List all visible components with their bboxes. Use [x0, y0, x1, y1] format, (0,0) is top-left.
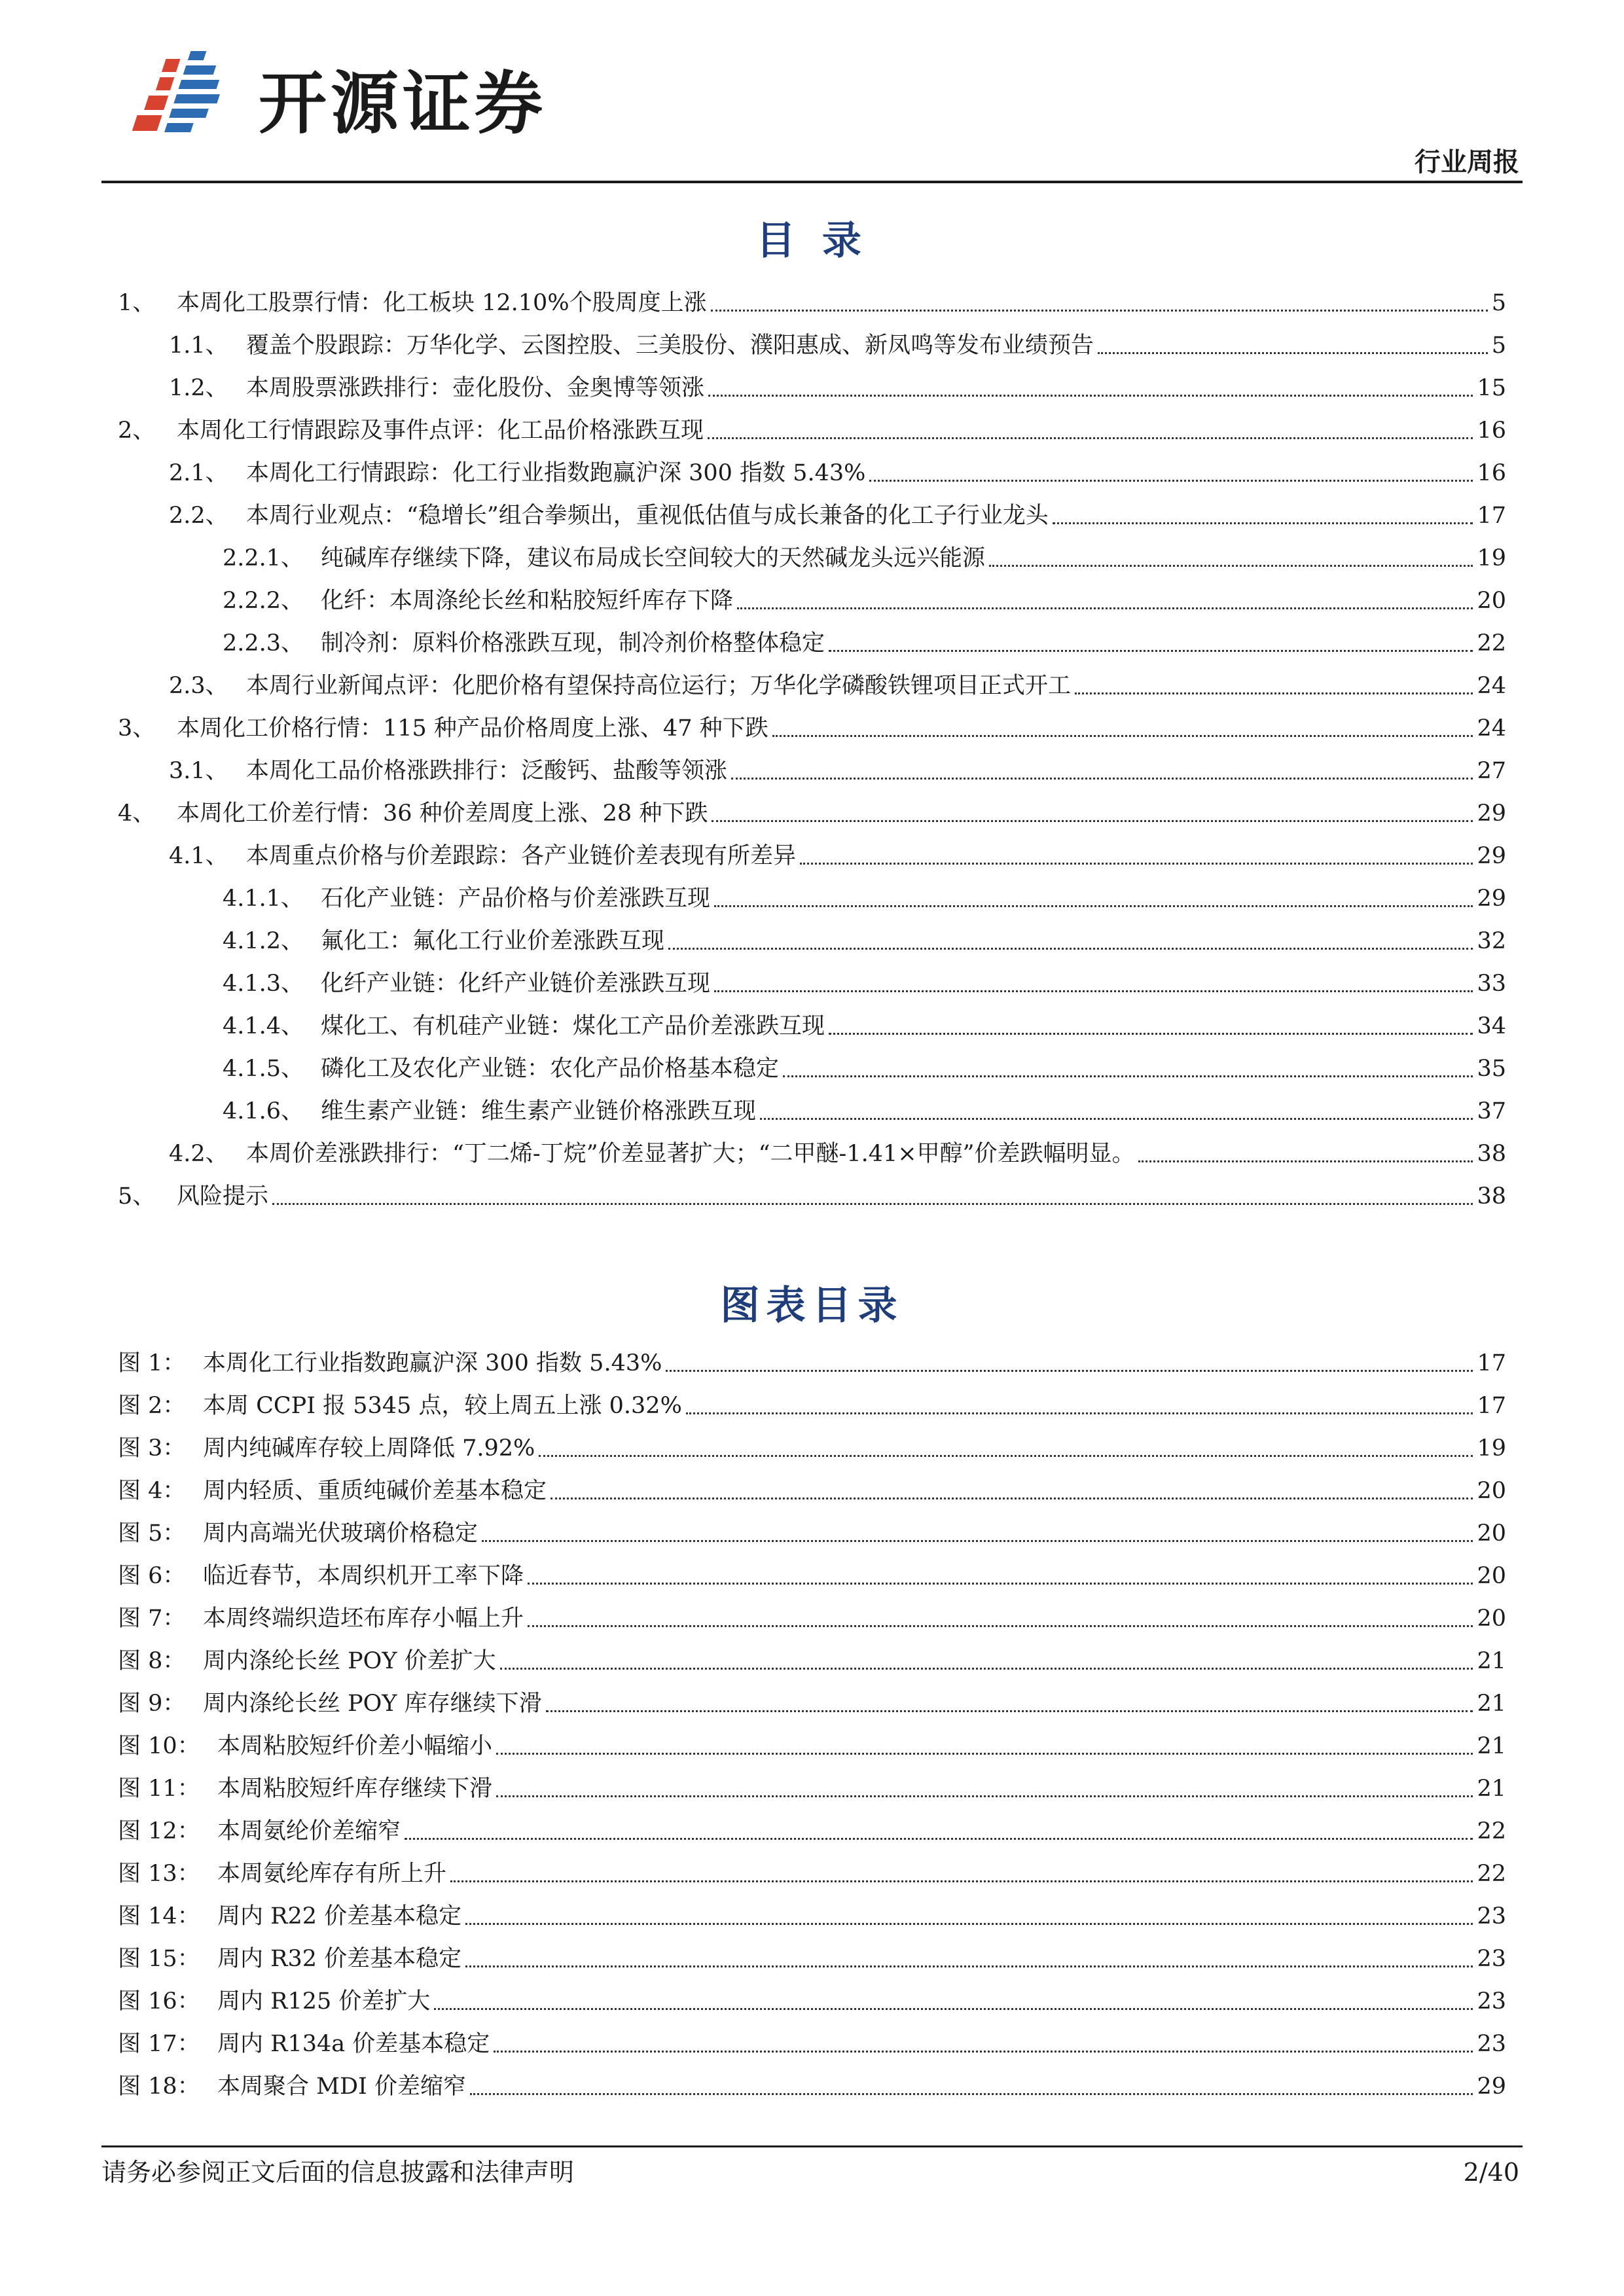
toc-entry-page: 35 — [1477, 1056, 1506, 1082]
dot-leader — [708, 395, 1473, 397]
toc-entry-title: 煤化工、有机硅产业链：煤化工产品价差涨跌互现 — [321, 1013, 825, 1039]
toc-entry[interactable] — [169, 1138, 1506, 1170]
header-rule — [101, 181, 1523, 183]
toc-entry-number: 4.1.2、 — [223, 928, 304, 954]
dot-leader — [714, 905, 1473, 907]
figure-entry-page: 21 — [1477, 1776, 1506, 1802]
figure-entry-page: 20 — [1477, 1478, 1506, 1504]
page-number: 2/40 — [1463, 2158, 1519, 2187]
toc-entry-page: 5 — [1491, 290, 1506, 316]
dot-leader — [989, 565, 1473, 567]
toc-entry-page: 29 — [1477, 843, 1506, 869]
toc-entry-title: 维生素产业链：维生素产业链价格涨跌互现 — [321, 1098, 757, 1124]
figure-entry-number: 图 15： — [118, 1946, 200, 1972]
dot-leader — [528, 1583, 1473, 1585]
figure-entry-title: 周内涤纶长丝 POY 价差扩大 — [203, 1648, 496, 1674]
toc-entry-page: 38 — [1477, 1183, 1506, 1210]
figure-entry-page: 20 — [1477, 1520, 1506, 1547]
figure-entry-page: 29 — [1477, 2073, 1506, 2100]
toc-entry-number: 5、 — [118, 1183, 156, 1210]
footer-rule — [101, 2145, 1523, 2147]
dot-leader — [760, 1118, 1473, 1120]
figure-entry-number: 图 3： — [118, 1435, 186, 1462]
toc-entry-number: 4.1.1、 — [223, 886, 304, 912]
toc-entry-page: 19 — [1477, 545, 1506, 571]
doc-type-label: 行业周报 — [1415, 147, 1519, 177]
figure-entry-title: 临近春节，本周织机开工率下降 — [203, 1563, 524, 1589]
figures-heading: 图表目录 — [720, 1283, 904, 1329]
toc-entry-title: 本周价差涨跌排行：“丁二烯-丁烷”价差显著扩大；“二甲醚-1.41×甲醇”价差跌幅明显。 — [246, 1141, 1135, 1167]
figure-entry-title: 本周终端织造坯布库存小幅上升 — [203, 1605, 524, 1632]
toc-entry-number: 2.2.2、 — [223, 588, 304, 614]
figure-entry[interactable] — [118, 2028, 1506, 2060]
figure-entry-number: 图 10： — [118, 1733, 200, 1759]
toc-entry[interactable] — [169, 372, 1506, 404]
toc-heading: 目 录 — [756, 218, 868, 264]
toc-entry-page: 33 — [1477, 971, 1506, 997]
toc-entry[interactable] — [118, 287, 1506, 319]
toc-entry[interactable] — [169, 670, 1506, 702]
toc-entry-title: 制冷剂：原料价格涨跌互现，制冷剂价格整体稳定 — [321, 630, 825, 656]
brand-name: 开源证券 — [259, 63, 547, 143]
toc-entry-number: 2、 — [118, 418, 156, 444]
figure-entry[interactable] — [118, 1390, 1506, 1422]
toc-entry[interactable] — [169, 840, 1506, 872]
figure-entry[interactable] — [118, 1985, 1506, 2018]
dot-leader — [496, 1753, 1473, 1755]
figure-entry-title: 本周粘胶短纤库存继续下滑 — [217, 1776, 493, 1802]
toc-entry-title: 本周化工行情跟踪及事件点评：化工品价格涨跌互现 — [177, 418, 704, 444]
dot-leader — [470, 2093, 1473, 2095]
toc-entry[interactable] — [169, 499, 1506, 532]
figure-entry-page: 23 — [1477, 2031, 1506, 2057]
figure-entry-number: 图 13： — [118, 1861, 200, 1887]
figure-entry-number: 图 14： — [118, 1903, 200, 1929]
figure-entry-number: 图 11： — [118, 1776, 200, 1802]
figure-entry-title: 周内轻质、重质纯碱价差基本稳定 — [203, 1478, 547, 1504]
dot-leader — [708, 437, 1473, 439]
toc-entry-title: 本周行业观点：“稳增长”组合拳频出，重视低估值与成长兼备的化工子行业龙头 — [246, 503, 1049, 529]
figure-entry-title: 周内涤纶长丝 POY 库存继续下滑 — [203, 1691, 542, 1717]
dot-leader — [869, 480, 1473, 482]
toc-entry-title: 覆盖个股跟踪：万华化学、云图控股、三美股份、濮阳惠成、新凤鸣等发布业绩预告 — [246, 332, 1094, 359]
figure-entry-page: 17 — [1477, 1350, 1506, 1376]
figure-entry-page: 19 — [1477, 1435, 1506, 1462]
figure-entry[interactable] — [118, 1347, 1506, 1380]
figure-entry[interactable] — [118, 1943, 1506, 1975]
toc-entry-page: 5 — [1491, 332, 1506, 359]
figure-entry-title: 周内纯碱库存较上周降低 7.92% — [203, 1435, 535, 1462]
toc-entry-page: 17 — [1477, 503, 1506, 529]
figure-entry[interactable] — [118, 1772, 1506, 1805]
figure-entry-number: 图 18： — [118, 2073, 200, 2100]
toc-entry-title: 本周重点价格与价差跟踪：各产业链价差表现有所差异 — [246, 843, 797, 869]
figure-entry-number: 图 4： — [118, 1478, 186, 1504]
toc-entry[interactable] — [118, 712, 1506, 745]
toc-entry-number: 4.1.6、 — [223, 1098, 304, 1124]
toc-entry-page: 16 — [1477, 418, 1506, 444]
toc-entry-title: 化纤产业链：化纤产业链价差涨跌互现 — [321, 971, 711, 997]
figure-entry-page: 21 — [1477, 1691, 1506, 1717]
dot-leader — [550, 1498, 1473, 1499]
dot-leader — [668, 948, 1473, 950]
toc-entry[interactable] — [169, 329, 1506, 362]
dot-leader — [465, 1923, 1473, 1925]
figure-entry-page: 20 — [1477, 1563, 1506, 1589]
toc-entry-title: 本周化工行情跟踪：化工行业指数跑赢沪深 300 指数 5.43% — [246, 460, 866, 486]
figure-entry-page: 23 — [1477, 1946, 1506, 1972]
figure-entry[interactable] — [118, 1687, 1506, 1720]
dot-leader — [1098, 352, 1488, 354]
toc-entry[interactable] — [223, 1052, 1506, 1085]
dot-leader — [465, 1965, 1473, 1967]
dot-leader — [731, 778, 1473, 780]
toc-entry[interactable] — [118, 414, 1506, 447]
figure-entry-page: 22 — [1477, 1861, 1506, 1887]
toc-entry[interactable] — [223, 967, 1506, 1000]
dot-leader — [496, 1795, 1473, 1797]
figure-entry-number: 图 12： — [118, 1818, 200, 1844]
figure-entry-title: 本周聚合 MDI 价差缩窄 — [217, 2073, 466, 2100]
figure-entry-title: 周内 R32 价差基本稳定 — [217, 1946, 462, 1972]
figure-entry-number: 图 1： — [118, 1350, 186, 1376]
toc-entry-title: 本周股票涨跌排行：壶化股份、金奥博等领涨 — [246, 375, 705, 401]
dot-leader — [829, 1033, 1473, 1035]
toc-entry-title: 纯碱库存继续下降，建议布局成长空间较大的天然碱龙头远兴能源 — [321, 545, 986, 571]
dot-leader — [783, 1075, 1473, 1077]
toc-entry[interactable] — [118, 1180, 1506, 1213]
figure-entry[interactable] — [118, 1560, 1506, 1592]
toc-entry-number: 1.2、 — [169, 375, 228, 401]
toc-entry-number: 2.2、 — [169, 503, 228, 529]
dot-leader — [737, 607, 1473, 609]
toc-entry-page: 32 — [1477, 928, 1506, 954]
figure-entry-title: 周内 R134a 价差基本稳定 — [217, 2031, 490, 2057]
figure-entry-page: 23 — [1477, 1903, 1506, 1929]
dot-leader — [539, 1455, 1473, 1457]
figure-entry-page: 22 — [1477, 1818, 1506, 1844]
figure-entry[interactable] — [118, 1645, 1506, 1677]
toc-entry-page: 29 — [1477, 800, 1506, 827]
toc-entry-page: 24 — [1477, 673, 1506, 699]
toc-entry-number: 2.2.3、 — [223, 630, 304, 656]
dot-leader — [829, 650, 1473, 652]
figure-entry-number: 图 2： — [118, 1393, 186, 1419]
toc-entry[interactable] — [223, 542, 1506, 575]
toc-entry[interactable] — [169, 457, 1506, 490]
figure-entry-page: 23 — [1477, 1988, 1506, 2015]
toc-entry-title: 磷化工及农化产业链：农化产品价格基本稳定 — [321, 1056, 780, 1082]
kaiyuan-securities-logo-icon — [131, 46, 242, 151]
figure-entry[interactable] — [118, 1730, 1506, 1763]
figure-entry-number: 图 6： — [118, 1563, 186, 1589]
figure-entry-number: 图 16： — [118, 1988, 200, 2015]
dot-leader — [714, 990, 1473, 992]
dot-leader — [1075, 692, 1473, 694]
toc-entry-title: 石化产业链：产品价格与价差涨跌互现 — [321, 886, 711, 912]
toc-entry-title: 本周行业新闻点评：化肥价格有望保持高位运行；万华化学磷酸铁锂项目正式开工 — [246, 673, 1072, 699]
toc-entry-number: 4、 — [118, 800, 156, 827]
toc-entry-page: 15 — [1477, 375, 1506, 401]
figure-entry-title: 本周氨纶库存有所上升 — [217, 1861, 447, 1887]
toc-entry-page: 29 — [1477, 886, 1506, 912]
toc-entry-title: 本周化工股票行情：化工板块 12.10%个股周度上涨 — [177, 290, 707, 316]
toc-entry[interactable] — [169, 755, 1506, 787]
toc-entry-number: 3.1、 — [169, 758, 228, 784]
figure-entry[interactable] — [118, 1475, 1506, 1507]
dot-leader — [450, 1880, 1473, 1882]
figure-entry-title: 本周化工行业指数跑赢沪深 300 指数 5.43% — [203, 1350, 662, 1376]
toc-entry-number: 4.1.3、 — [223, 971, 304, 997]
dot-leader — [1053, 522, 1473, 524]
dot-leader — [528, 1625, 1473, 1627]
dot-leader — [711, 310, 1488, 312]
dot-leader — [686, 1412, 1473, 1414]
figure-entry-title: 周内 R22 价差基本稳定 — [217, 1903, 462, 1929]
toc-entry[interactable] — [223, 584, 1506, 617]
figure-entry-title: 本周 CCPI 报 5345 点，较上周五上涨 0.32% — [203, 1393, 682, 1419]
toc-entry-number: 4.1.5、 — [223, 1056, 304, 1082]
figure-entry-title: 本周氨纶价差缩窄 — [217, 1818, 401, 1844]
dot-leader — [272, 1203, 1473, 1205]
toc-entry-page: 22 — [1477, 630, 1506, 656]
figure-entry-number: 图 7： — [118, 1605, 186, 1632]
toc-entry-number: 1、 — [118, 290, 156, 316]
figure-entry-title: 周内高端光伏玻璃价格稳定 — [203, 1520, 478, 1547]
toc-entry-page: 38 — [1477, 1141, 1506, 1167]
dot-leader — [712, 820, 1473, 822]
toc-entry-title: 风险提示 — [177, 1183, 269, 1210]
toc-entry-title: 本周化工品价格涨跌排行：泛酸钙、盐酸等领涨 — [246, 758, 728, 784]
figure-entry-title: 周内 R125 价差扩大 — [217, 1988, 431, 2015]
dot-leader — [1138, 1160, 1473, 1162]
disclaimer-note: 请务必参阅正文后面的信息披露和法律声明 — [101, 2158, 575, 2187]
toc-entry-number: 2.2.1、 — [223, 545, 304, 571]
figure-entry[interactable] — [118, 1815, 1506, 1848]
toc-entry-title: 本周化工价差行情：36 种价差周度上涨、28 种下跌 — [177, 800, 708, 827]
dot-leader — [500, 1668, 1473, 1670]
figure-entry[interactable] — [118, 1857, 1506, 1890]
figure-entry-page: 17 — [1477, 1393, 1506, 1419]
dot-leader — [772, 735, 1473, 737]
dot-leader — [546, 1710, 1473, 1712]
toc-entry-number: 4.1、 — [169, 843, 228, 869]
figure-entry-page: 21 — [1477, 1733, 1506, 1759]
toc-entry[interactable] — [118, 797, 1506, 830]
toc-entry-title: 氟化工：氟化工行业价差涨跌互现 — [321, 928, 665, 954]
toc-entry-page: 34 — [1477, 1013, 1506, 1039]
toc-entry-page: 20 — [1477, 588, 1506, 614]
toc-entry-number: 1.1、 — [169, 332, 228, 359]
figure-entry[interactable] — [118, 1602, 1506, 1635]
figure-entry-number: 图 8： — [118, 1648, 186, 1674]
figure-entry[interactable] — [118, 2070, 1506, 2103]
dot-leader — [405, 1838, 1473, 1840]
toc-entry-number: 4.2、 — [169, 1141, 228, 1167]
dot-leader — [494, 2051, 1473, 2053]
toc-entry-page: 27 — [1477, 758, 1506, 784]
dot-leader — [434, 2008, 1473, 2010]
figure-entry-title: 本周粘胶短纤价差小幅缩小 — [217, 1733, 493, 1759]
figure-entry-number: 图 17： — [118, 2031, 200, 2057]
toc-entry-page: 16 — [1477, 460, 1506, 486]
toc-entry[interactable] — [223, 1095, 1506, 1128]
figure-entry-page: 21 — [1477, 1648, 1506, 1674]
toc-entry[interactable] — [223, 882, 1506, 915]
figure-entry[interactable] — [118, 1900, 1506, 1933]
toc-entry-page: 37 — [1477, 1098, 1506, 1124]
figure-entry-page: 20 — [1477, 1605, 1506, 1632]
toc-entry-number: 2.1、 — [169, 460, 228, 486]
toc-entry[interactable] — [223, 627, 1506, 660]
dot-leader — [666, 1370, 1473, 1372]
figure-entry-number: 图 5： — [118, 1520, 186, 1547]
toc-entry-number: 3、 — [118, 715, 156, 742]
toc-entry-number: 2.3、 — [169, 673, 228, 699]
toc-entry-title: 本周化工价格行情：115 种产品价格周度上涨、47 种下跌 — [177, 715, 768, 742]
toc-entry[interactable] — [223, 925, 1506, 958]
toc-entry-page: 24 — [1477, 715, 1506, 742]
toc-entry-title: 化纤：本周涤纶长丝和粘胶短纤库存下降 — [321, 588, 734, 614]
toc-entry-number: 4.1.4、 — [223, 1013, 304, 1039]
toc-entry[interactable] — [223, 1010, 1506, 1043]
figure-entry-number: 图 9： — [118, 1691, 186, 1717]
dot-leader — [482, 1540, 1473, 1542]
figure-entry[interactable] — [118, 1517, 1506, 1550]
dot-leader — [800, 863, 1473, 865]
figure-entry[interactable] — [118, 1432, 1506, 1465]
